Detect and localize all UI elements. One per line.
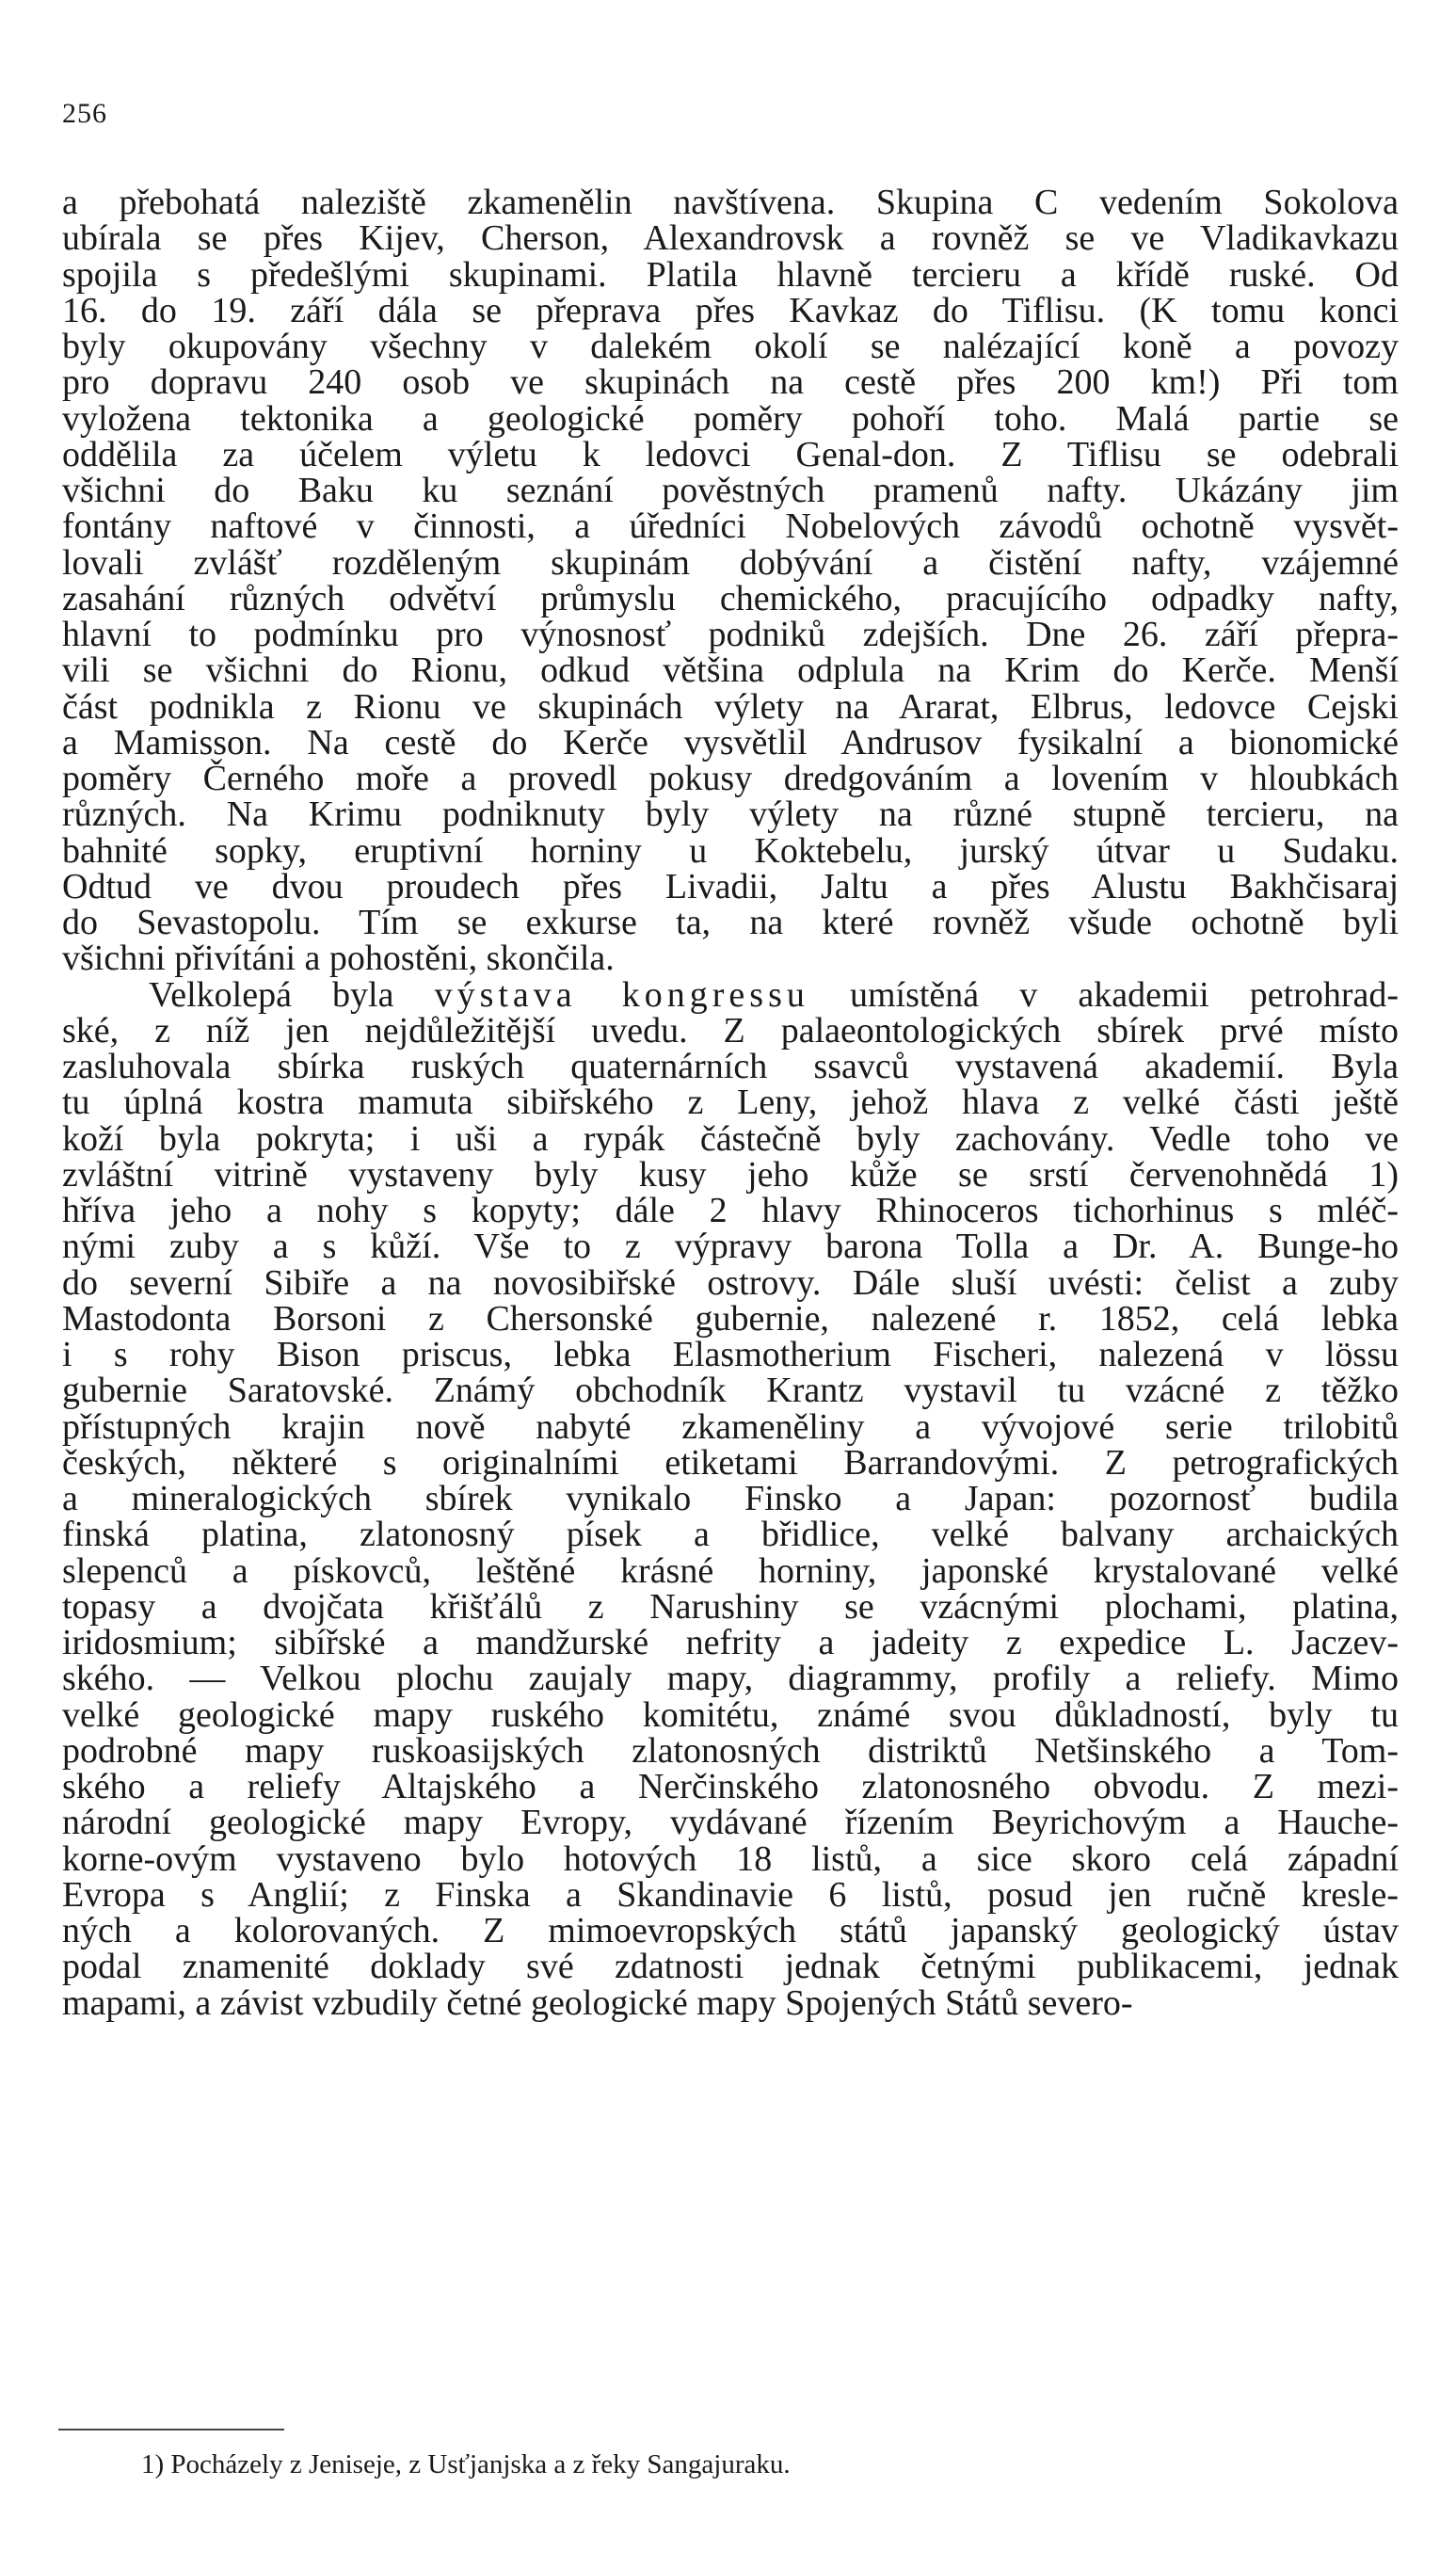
text-line: podrobné mapy ruskoasijských zlatonosných distriktů Netšinského a Tom- (62, 1730, 1399, 1771)
text-line: zvláštní vitrině vystaveny byly kusy jeho kůže se srstí červenohnědá 1) (62, 1154, 1399, 1195)
text-line: 16. do 19. září dála se přeprava přes Kavkaz do Tiflisu. (K tomu konci (62, 290, 1399, 330)
text-line: i s rohy Bison priscus, lebka Elasmotherium Fischeri, nalezená v lössu (62, 1335, 1399, 1374)
text-line: hlavní to podmínku pro výnosnosť podniků zdejších. Dne 26. září přepra- (62, 615, 1399, 654)
text-line: korne-ovým vystaveno bylo hotových 18 listů, a sice skoro celá západní (62, 1838, 1399, 1879)
text-line: ných a kolorovaných. Z mimoevropských států japanský geologický ústav (62, 1911, 1399, 1950)
text-line: ského a reliefy Altajského a Nerčinského zlatonosného obvodu. Z mezi- (62, 1767, 1399, 1806)
text-line: podal znamenité doklady své zdatnosti jednak četnými publikacemi, jednak (62, 1947, 1399, 1987)
text-line: oddělila za účelem výletu k ledovci Genal-don. Z Tiflisu se odebrali (62, 434, 1399, 474)
text-line: část podnikla z Rionu ve skupinách výlety na Ararat, Elbrus, ledovce Cejski (62, 686, 1399, 727)
text-line: Velkolepá byla výstava kongressu umístěná v akademii petrohrad- (149, 974, 1399, 1015)
text-line: mapami, a závist vzbudily četné geologické mapy Spojených Států severo- (62, 1982, 1133, 2023)
text-line: a Mamisson. Na cestě do Kerče vysvětlil Andrusov fysikalní a bionomické (62, 722, 1399, 762)
page-number: 256 (62, 98, 107, 129)
text-line: českých, některé s originalními etiketami Barrandovými. Z petrografických (62, 1442, 1399, 1483)
text-line: do Sevastopolu. Tím se exkurse ta, na které rovněž všude ochotně byli (62, 903, 1399, 942)
text-line: slepenců a pískovců, leštěné krásné horniny, japonské krystalované velké (62, 1550, 1399, 1591)
text-line: vyložena tektonika a geologické poměry pohoří toho. Malá partie se (62, 398, 1399, 439)
text-line: zasahání různých odvětví průmyslu chemického, pracujícího odpadky nafty, (62, 578, 1399, 618)
text-line: topasy a dvojčata křišťálů z Narushiny se vzácnými plochami, platina, (62, 1586, 1399, 1627)
text-line: všichni přivítáni a pohostěni, skončila. (62, 939, 615, 979)
text-line: finská platina, zlatonosný písek a břidlice, velké balvany archaických (62, 1515, 1399, 1555)
footnote-separator (58, 2429, 284, 2431)
text-line: koží byla pokryta; i uši a rypák částečně byly zachovány. Vedle toho ve (62, 1118, 1399, 1159)
text-line: vili se všichni do Rionu, odkud většina odplula na Krim do Kerče. Menší (62, 650, 1399, 691)
text-line: spojila s předešlými skupinami. Platila hlavně tercieru a křídě ruské. Od (62, 254, 1399, 295)
text-line: a přebohatá naleziště zkamenělin navštívena. Skupina C vedením Sokolova (62, 183, 1399, 222)
text-line: byly okupovány všechny v dalekém okolí se nalézající koně a povozy (62, 327, 1399, 366)
text-line: pro dopravu 240 osob ve skupinách na cestě přes 200 km!) Při tom (62, 362, 1399, 403)
text-line: do severní Sibiře a na novosibiřské ostrovy. Dále sluší uvésti: čelist a zuby (62, 1262, 1399, 1303)
text-line: gubernie Saratovské. Známý obchodník Krantz vystavil tu vzácné z těžko (62, 1371, 1399, 1411)
text-line: a mineralogických sbírek vynikalo Finsko a Japan: pozornosť budila (62, 1479, 1399, 1518)
footnote: 1) Pocházely z Jeniseje, z Usťjanjska a z řeky Sangajuraku. (141, 2449, 791, 2479)
emphasized-phrase: výstava kongressu (434, 974, 809, 1015)
text-line: lovali zvlášť rozděleným skupinám dobývání a čistění nafty, vzájemné (62, 542, 1399, 583)
text-line: hříva jeho a nohy s kopyty; dále 2 hlavy Rhinoceros tichorhinus s mléč- (62, 1191, 1399, 1230)
text-line: všichni do Baku ku seznání pověstných pramenů nafty. Ukázány jim (62, 471, 1399, 510)
text-line: zasluhovala sbírka ruských quaternárních ssavců vystavená akademií. Byla (62, 1047, 1399, 1086)
text-line: tu úplná kostra mamuta sibiřského z Leny, jehož hlava z velké části ještě (62, 1083, 1399, 1123)
text-line: fontány naftové v činnosti, a úředníci Nobelových závodů ochotně vysvět- (62, 506, 1399, 547)
text-line: Mastodonta Borsoni z Chersonské gubernie, nalezené r. 1852, celá lebka (62, 1298, 1399, 1339)
text-line: Odtud ve dvou proudech přes Livadii, Jaltu a přes Alustu Bakhčisaraj (62, 866, 1399, 906)
text-line: ského. — Velkou plochu zaujaly mapy, diagrammy, profily a reliefy. Mimo (62, 1659, 1399, 1699)
text-line: přístupných krajin nově nabyté zkameněliny a vývojové serie trilobitů (62, 1406, 1399, 1447)
text-line: ské, z níž jen nejdůležitější uvedu. Z palaeontologických sbírek prvé místo (62, 1010, 1399, 1051)
body-text (62, 185, 1399, 2021)
text-line: nými zuby a s kůží. Vše to z výpravy barona Tolla a Dr. A. Bunge-ho (62, 1227, 1399, 1267)
text-line: ubírala se přes Kijev, Cherson, Alexandrovsk a rovněž se ve Vladikavkazu (62, 218, 1399, 259)
text-line: národní geologické mapy Evropy, vydávané řízením Beyrichovým a Hauche- (62, 1803, 1399, 1843)
text-line: poměry Černého moře a provedl pokusy dredgováním a lovením v hloubkách (62, 759, 1399, 798)
text-line: bahnité sopky, eruptivní horniny u Koktebelu, jurský útvar u Sudaku. (62, 830, 1399, 871)
text-line: různých. Na Krimu podniknuty byly výlety na různé stupně tercieru, na (62, 794, 1399, 835)
text-line: Evropa s Anglií; z Finska a Skandinavie 6 listů, posud jen ručně kresle- (62, 1874, 1399, 1915)
text-line: velké geologické mapy ruského komitétu, známé svou důkladností, byly tu (62, 1694, 1399, 1735)
text-line: iridosmium; sibířské a mandžurské nefrity a jadeity z expedice L. Jaczev- (62, 1623, 1399, 1662)
